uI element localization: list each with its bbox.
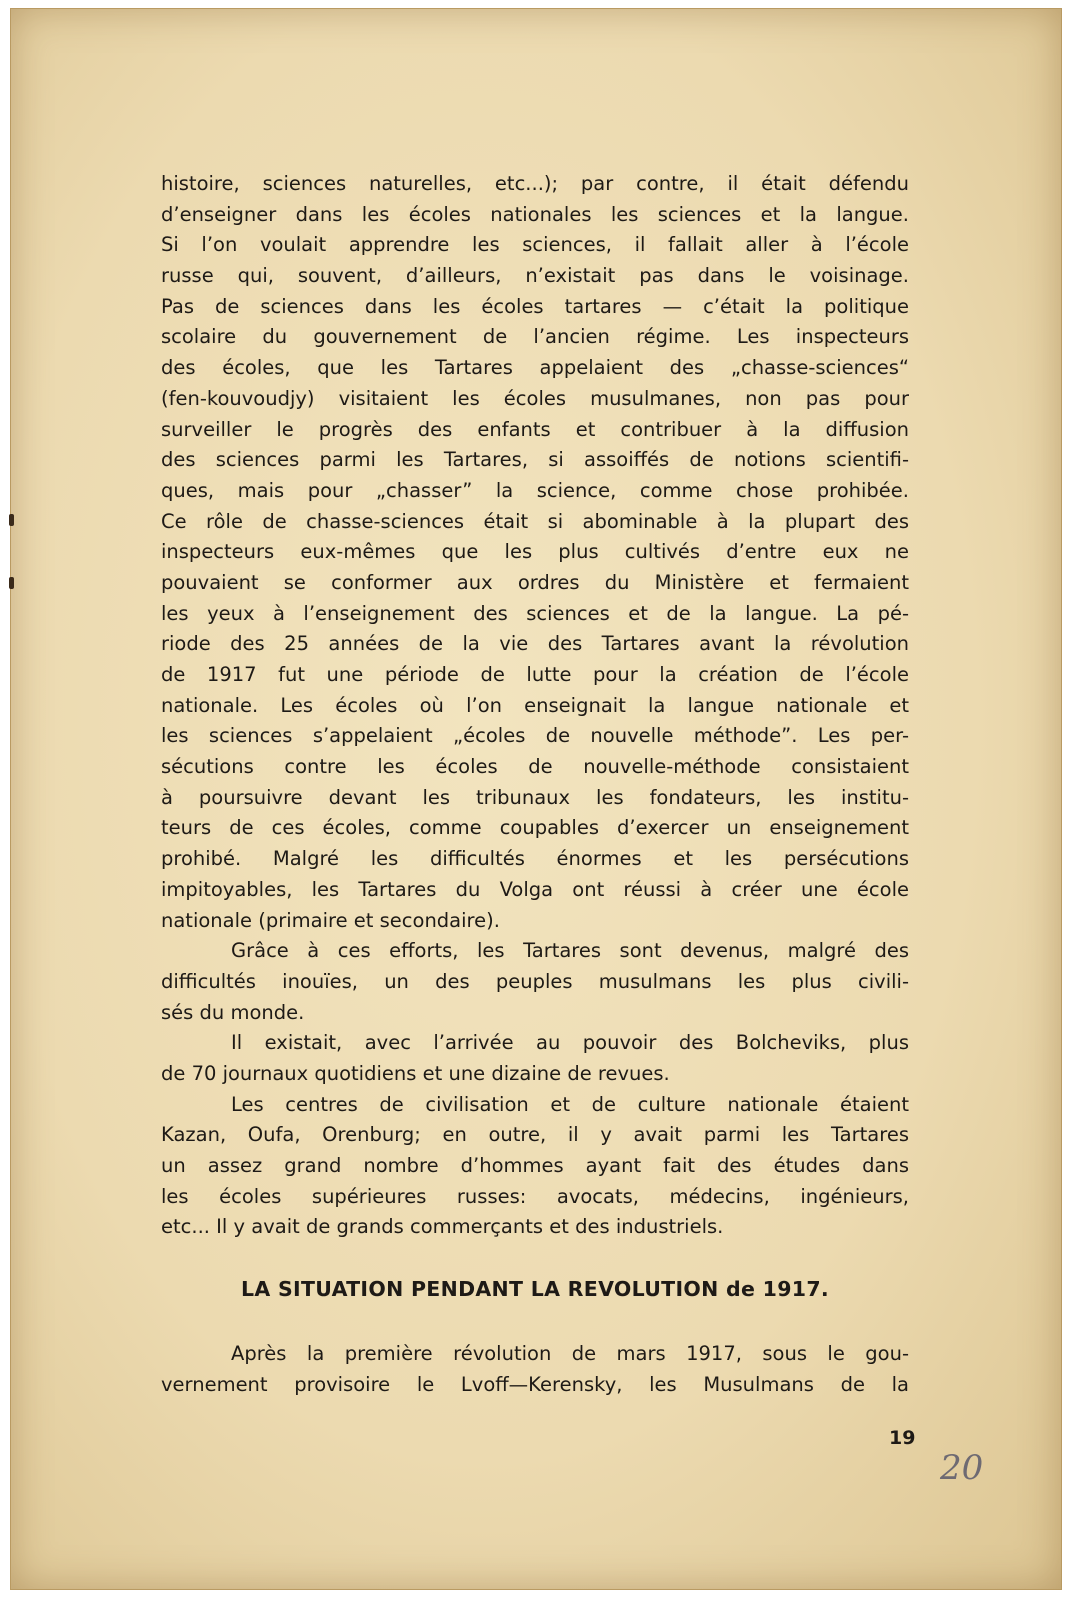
paragraph-4 (161, 1090, 909, 1243)
text-line: sécutions contre les écoles de nouvelle-méthode consistaient (161, 755, 909, 779)
text-line: Grâce à ces efforts, les Tartares sont devenus, malgré des (231, 939, 909, 963)
text-line: nationale. Les écoles où l’on enseignait la langue nationale et (161, 693, 909, 717)
spacer (161, 1311, 909, 1339)
handwritten-folio-number: 20 (940, 1448, 984, 1488)
book-page (10, 8, 1062, 1590)
body-text (161, 169, 909, 1400)
text-line: de 70 journaux quotidiens et une dizaine de revues. (161, 1061, 670, 1085)
binding-mark (9, 514, 14, 526)
text-line: d’enseigner dans les écoles nationales les sciences et la langue. (161, 202, 909, 226)
text-line: Il existait, avec l’arrivée au pouvoir des Bolcheviks, plus (231, 1031, 909, 1055)
text-line: histoire, sciences naturelles, etc...); par contre, il était défendu (161, 172, 909, 195)
text-line: Kazan, Oufa, Orenburg; en outre, il y avait parmi les Tartares (161, 1123, 909, 1147)
text-line: pouvaient se conformer aux ordres du Ministère et fermaient (161, 570, 909, 594)
text-line: de 1917 fut une période de lutte pour la création de l’école (161, 663, 909, 686)
text-line: ques, mais pour „chasser” la science, comme chose prohibée. (161, 478, 909, 502)
section-heading: LA SITUATION PENDANT LA REVOLUTION de 1917. (241, 1277, 829, 1302)
text-line: des sciences parmi les Tartares, si assoiffés de notions scientifi- (161, 448, 909, 472)
spacer (161, 1243, 909, 1269)
text-line: Pas de sciences dans les écoles tartares — c’était la politique (161, 294, 909, 318)
text-line: difficultés inouïes, un des peuples musulmans les plus civili- (161, 969, 909, 993)
text-line: Les centres de civilisation et de culture nationale étaient (231, 1092, 909, 1116)
text-line: des écoles, que les Tartares appelaient des „chasse-sciences“ (161, 356, 909, 380)
text-line: les écoles supérieures russes: avocats, médecins, ingénieurs, (161, 1184, 909, 1208)
paragraph-1 (161, 169, 909, 936)
text-line: vernement provisoire le Lvoff—Kerensky, les Musulmans de la (161, 1372, 909, 1396)
text-line: riode des 25 années de la vie des Tartares avant la révolution (161, 632, 909, 656)
text-line: inspecteurs eux-mêmes que les plus cultivés d’entre eux ne (161, 540, 909, 564)
text-line: à poursuivre devant les tribunaux les fondateurs, les institu- (161, 785, 909, 809)
text-line: nationale (primaire et secondaire). (161, 908, 500, 932)
text-line: teurs de ces écoles, comme coupables d’exercer un enseignement (161, 816, 909, 840)
paragraph-3 (161, 1028, 909, 1089)
text-line: Après la première révolution de mars 1917, sous le gou- (231, 1342, 909, 1366)
text-line: les sciences s’appelaient „écoles de nouvelle méthode”. Les per- (161, 724, 909, 748)
text-line: etc... Il y avait de grands commerçants et des industriels. (161, 1215, 724, 1239)
text-line: russe qui, souvent, d’ailleurs, n’existait pas dans le voisinage. (161, 264, 909, 288)
paragraph-2 (161, 936, 909, 1028)
text-line: scolaire du gouvernement de l’ancien régime. Les inspecteurs (161, 325, 909, 349)
text-line: Si l’on voulait apprendre les sciences, il fallait aller à l’école (161, 233, 909, 257)
binding-mark (9, 577, 14, 589)
text-line: les yeux à l’enseignement des sciences et de la langue. La pé- (161, 601, 909, 625)
text-line: (fen-kouvoudjy) visitaient les écoles musulmanes, non pas pour (161, 386, 909, 410)
text-line: surveiller le progrès des enfants et contribuer à la diffusion (161, 417, 909, 441)
paragraph-5 (161, 1339, 909, 1400)
page-number: 19 (889, 1427, 916, 1449)
text-line: un assez grand nombre d’hommes ayant fait des études dans (161, 1154, 909, 1177)
text-line: impitoyables, les Tartares du Volga ont réussi à créer une école (161, 877, 909, 901)
text-line: prohibé. Malgré les difficultés énormes et les persécutions (161, 847, 909, 871)
text-line: sés du monde. (161, 1000, 305, 1024)
text-line: Ce rôle de chasse-sciences était si abominable à la plupart des (161, 509, 909, 533)
